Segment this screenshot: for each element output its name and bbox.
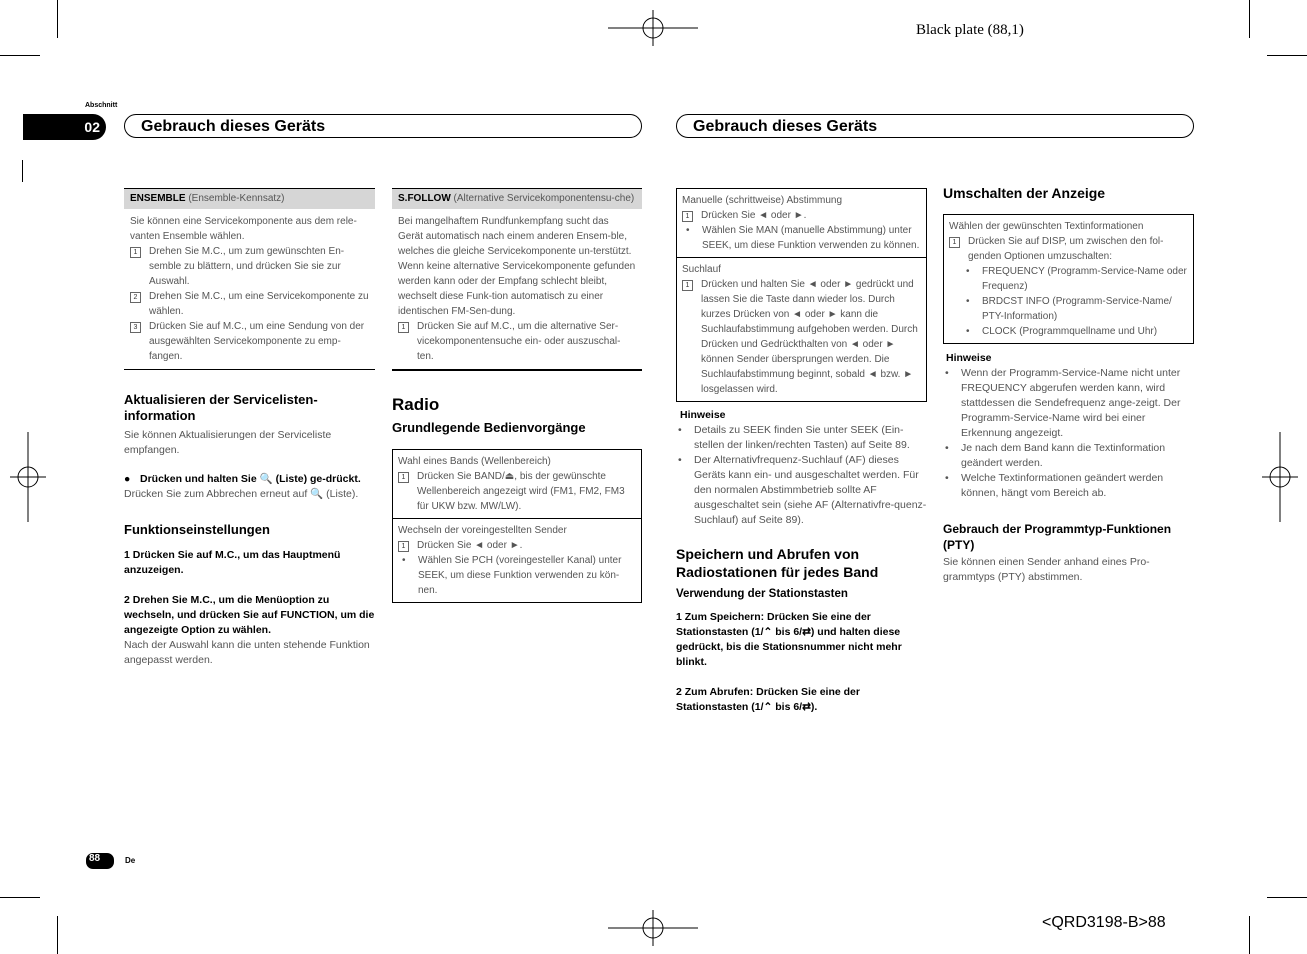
option-clock: CLOCK (Programmquellname und Uhr) — [982, 326, 1158, 337]
func-note: Nach der Auswahl kann die unten stehende Funktion angepasst werden. — [124, 639, 370, 666]
text-step: Drücken Sie auf DISP, um zwischen den fol-genden Optionen umzuschalten: — [968, 236, 1164, 262]
manual-bullet: Wählen Sie MAN (manuelle Abstimmung) unter SEEK, um diese Funktion verwenden zu können. — [702, 225, 920, 251]
basic-heading: Grundlegende Bedienvorgänge — [392, 420, 586, 435]
crop-mark — [1267, 897, 1307, 898]
sfollow-step: Drücken Sie auf M.C., um die alternative Ser-vicekomponentensuche ein- oder auszuschal-ten. — [417, 321, 621, 362]
func-heading: Funktionseinstellungen — [124, 522, 270, 537]
preset-step: Drücken Sie ◄ oder ►. — [417, 540, 523, 551]
pty-heading: Gebrauch der Programmtyp-Funktionen (PTY) — [943, 522, 1172, 552]
basic-table: Wahl eines Bands (Wellenbereich) 1 Drücken Sie BAND/⏏, bis der gewünschte Wellenbereich angezeigt wird (FM1, FM2, FM3 für UKW bzw. MW/LW). Wechseln der voreingestellten Sender 1 Drücken Sie ◄ oder ►. • Wählen Sie PCH (voreingesteller Kanal) unter SEEK, um diese Funktion verwenden zu kön-nen. — [392, 449, 642, 603]
update-heading: Aktualisieren der Servicelisten-information — [124, 392, 318, 423]
radio-heading: Radio — [392, 395, 440, 414]
band-label: Wahl eines Bands (Wellenbereich) — [398, 456, 551, 467]
page-number: 88 — [89, 853, 101, 864]
func-step-1: 1 Drücken Sie auf M.C., um das Hauptmenü anzuzeigen. — [124, 549, 341, 576]
band-step: Drücken Sie BAND/⏏, bis der gewünschte Wellenbereich angezeigt wird (FM1, FM2, FM3 für UKW bzw. MW/LW). — [417, 471, 625, 512]
crop-mark — [57, 916, 58, 954]
option-frequency: FREQUENCY (Programm-Service-Name oder Frequenz) — [982, 266, 1187, 292]
registration-mark-icon — [608, 910, 698, 946]
preset-bullet: Wählen Sie PCH (voreingesteller Kanal) unter SEEK, um diese Funktion verwenden zu kön-nen. — [418, 555, 622, 596]
option-brdcst-info: BRDCST INFO (Programm-Service-Name/ PTY-Information) — [982, 296, 1172, 322]
notes-heading: Hinweise — [680, 409, 726, 421]
display-note-1: Wenn der Programm-Service-Name nicht unter FREQUENCY abgerufen werden kann, wird stattdessen die Sendefrequenz ange-zeigt. Der Programm-Service-Name wird bei einer Erkennung angezeigt. — [961, 367, 1181, 439]
section-number-badge — [23, 114, 106, 140]
store-heading: Speichern und Abrufen von Radiostationen für jedes Band — [676, 546, 879, 580]
crop-mark — [1249, 0, 1250, 38]
ensemble-step-1: Drehen Sie M.C., um zum gewünschten En-semble zu blättern, und drücken Sie sie zur Auswahl. — [149, 246, 345, 287]
seek-step: Drücken und halten Sie ◄ oder ► gedrückt und lassen Sie die Taste dann wieder los. Durch kurzes Drücken von ◄ oder ► kann die Suchlaufabstimmung aufgehoben werden. Durch Drücken und Gedrückthalten von ◄ oder ► können Sender übersprungen werden. Die Suchlaufabstimmung beginnt, sobald ◄ bzw. ► losgelassen wird. — [701, 279, 918, 395]
manual-label: Manuelle (schrittweise) Abstimmung — [682, 195, 843, 206]
manual-step: Drücken Sie ◄ oder ►. — [701, 210, 807, 221]
column-2 — [392, 188, 642, 603]
seek-label: Suchlauf — [682, 264, 721, 275]
note-2: Der Alternativfrequenz-Suchlauf (AF) dieses Geräts kann ein- und ausgeschaltet werden. Für den normalen Abstimmbetrieb sollte AF ausgeschaltet sein (siehe AF (Alternativfre-quenz-Suchlauf) auf Seite 89). — [694, 454, 927, 526]
sfollow-box: S.FOLLOW (Alternative Servicekomponentensu-che) Bei mangelhaftem Rundfunkempfang sucht das Gerät automatisch nach einem anderen Ensem-ble, welches die gleiche Servicekomponente un-terstützt. Wenn keine alternative Servicekomponente gefunden werden kann oder der Empfang schlecht bleibt, wechselt diese Funk-tion automatisch zu einer identischen FM-Sen-dung. 1 Drücken Sie auf M.C., um die alternative Ser-vicekomponentensuche ein- oder auszuschal-ten. — [392, 188, 642, 371]
text-label: Wählen der gewünschten Textinformationen — [949, 221, 1144, 232]
pty-text: Sie können einen Sender anhand eines Pro-grammtyps (PTY) abstimmen. — [943, 556, 1150, 583]
tuning-table: Manuelle (schrittweise) Abstimmung 1 Drücken Sie ◄ oder ►. • Wählen Sie MAN (manuelle Abstimmung) unter SEEK, um diese Funktion verwenden zu können. Suchlauf 1 Drücken und halten Sie ◄ oder ► gedrückt und lassen Sie die Taste dann wieder los. Durch kurzes Drücken von ◄ oder ► kann die Suchlaufabstimmung aufgehoben werden. Durch Drücken und Gedrückthalten von ◄ oder ► können Sender übersprungen werden. Die Suchlaufabstimmung beginnt, sobald ◄ bzw. ► losgelassen wird. — [676, 188, 927, 402]
crop-mark — [22, 160, 23, 182]
column-3: Manuelle (schrittweise) Abstimmung 1 Drücken Sie ◄ oder ►. • Wählen Sie MAN (manuelle Abstimmung) unter SEEK, um diese Funktion verwenden zu können. Suchlauf 1 Drücken und halten Sie ◄ oder ► gedrückt und lassen Sie die Taste dann wieder los. Durch kurzes Drücken von ◄ oder ► kann die Suchlaufabstimmung aufgehoben werden. Durch Drücken und Gedrückthalten von ◄ oder ► können Sender übersprungen werden. Die Suchlaufabstimmung beginnt, sobald ◄ bzw. ► losgelassen wird. Hinweise • Details zu SEEK finden Sie unter SEEK (Ein-stellen der linken/rechten Tasten) auf Seite 89. • Der Alternativfrequenz-Suchlauf (AF) dieses Geräts kann ein- und ausgeschaltet werden. Für den normalen Abstimmbetrieb sollte AF ausgeschaltet sein (siehe AF (Alternativfre-quenz-Suchlauf) auf Seite 89). Speichern und Abrufen von Radiostationen für jedes Band Verwendung der Stationstasten 1 Zum Speichern: Drücken Sie eine der Stationstasten (1/⌃ bis 6/⇄) und halten diese gedrückt, bis die Stationsnummer nicht mehr blinkt. 2 Zum Abrufen: Drücken Sie eine der Stationstasten (1/⌃ bis 6/⇄). — [676, 188, 927, 715]
column-1: ENSEMBLE (Ensemble-Kennsatz) Sie können eine Servicekomponente aus dem rele-vanten Ensemble wählen. 1 Drehen Sie M.C., um zum gewünschten En-semble zu blättern, und drücken Sie sie zur Auswahl. 2 Drehen Sie M.C., um eine Servicekomponente zu wählen. 3 Drücken Sie auf M.C., um eine Sendung von der ausgewählten Servicekomponente zu emp-fangen. Aktualisieren der Servicelisten-information Sie können Aktualisierungen der Serviceliste empfangen. ● Drücken und halten Sie 🔍 (Liste) ge-drückt. Drücken Sie zum Abbrechen erneut auf 🔍 (Liste). Funktionseinstellungen 1 Drücken Sie auf M.C., um das Hauptmenü anzuzeigen. 2 Drehen Sie M.C., um die Menüoption zu wechseln, und drücken Sie auf FUNCTION, um die angezeigte Option zu wählen. Nach der Auswahl kann die unten stehende Funktion angepasst werden. — [124, 188, 375, 668]
document-code: <QRD3198-B>88 — [1042, 914, 1166, 931]
crop-mark — [0, 897, 40, 898]
update-text: Sie können Aktualisierungen der Serviceliste empfangen. — [124, 429, 332, 456]
section-number: 02 — [84, 119, 100, 135]
crop-mark — [0, 55, 40, 56]
section-label: Abschnitt — [85, 102, 118, 109]
update-cancel: Drücken Sie zum Abbrechen erneut auf 🔍 (Liste). — [124, 488, 359, 500]
sfollow-text: Bei mangelhaftem Rundfunkempfang sucht das Gerät automatisch nach einem anderen Ensem-ble, welches die gleiche Servicekomponente un-terstützt. Wenn keine alternative Servicekomponente gefunden werden kann oder der Empfang schlecht bleibt, wechselt diese Funk-tion automatisch zu einer identischen FM-Sen-dung. — [398, 216, 636, 317]
crop-mark — [1249, 916, 1250, 954]
plate-label: Black plate (88,1) — [916, 22, 1024, 38]
registration-mark-icon — [10, 432, 46, 522]
display-table: Wählen der gewünschten Textinformationen 1 Drücken Sie auf DISP, um zwischen den fol-genden Optionen umzuschalten: • FREQUENCY (Programm-Service-Name oder Frequenz) • BRDCST INFO (Programm-Service-Name/ PTY-Information) • CLOCK (Programmquellname und Uhr) — [943, 214, 1194, 344]
ensemble-step-2: Drehen Sie M.C., um eine Servicekomponente zu wählen. — [149, 291, 369, 317]
page-title-right: Gebrauch dieses Geräts — [676, 114, 1194, 138]
func-step-2: 2 Drehen Sie M.C., um die Menüoption zu wechseln, und drücken Sie auf FUNCTION, um die angezeigte Option zu wählen. — [124, 594, 375, 636]
page-title-left: Gebrauch dieses Geräts — [124, 114, 642, 138]
crop-mark — [57, 0, 58, 38]
registration-mark-icon — [1262, 432, 1298, 522]
store-step-1: 1 Zum Speichern: Drücken Sie eine der Stationstasten (1/⌃ bis 6/⇄) und halten diese gedrückt, bis die Stationsnummer nicht mehr blinkt. — [676, 611, 902, 668]
sfollow-header: S.FOLLOW (Alternative Servicekomponentensu-che) — [392, 189, 642, 209]
crop-mark — [1267, 55, 1307, 56]
ensemble-intro: Sie können eine Servicekomponente aus dem rele-vanten Ensemble wählen. — [130, 216, 357, 242]
store-step-2: 2 Zum Abrufen: Drücken Sie eine der Stationstasten (1/⌃ bis 6/⇄). — [676, 686, 860, 713]
notes-heading-right: Hinweise — [946, 352, 992, 364]
preset-label: Wechseln der voreingestellten Sender — [398, 525, 567, 536]
display-note-2: Je nach dem Band kann die Textinformation geändert werden. — [961, 442, 1166, 469]
column-4: Umschalten der Anzeige Wählen der gewünschten Textinformationen 1 Drücken Sie auf DISP, um zwischen den fol-genden Optionen umzuschalten: • FREQUENCY (Programm-Service-Name oder Frequenz) • BRDCST INFO (Programm-Service-Name/ PTY-Information) • CLOCK (Programmquellname und Uhr) Hinweise • Wenn der Programm-Service-Name nicht unter FREQUENCY abgerufen werden kann, wird stattdessen die Sendefrequenz ange-zeigt. Der Programm-Service-Name wird bei einer Erkennung angezeigt. • Je nach dem Band kann die Textinformation geändert werden. • Welche Textinformationen geändert werden können, hängt vom Bereich ab. Gebrauch der Programmtyp-Funktionen (PTY) Sie können einen Sender anhand eines Pro-grammtyps (PTY) abstimmen. — [943, 185, 1194, 585]
language-label: De — [125, 856, 136, 865]
note-1: Details zu SEEK finden Sie unter SEEK (Ein-stellen der linken/rechten Tasten) auf Seite 89. — [694, 424, 910, 451]
display-note-3: Welche Textinformationen geändert werden können, hängt vom Bereich ab. — [961, 472, 1164, 499]
display-heading: Umschalten der Anzeige — [943, 185, 1106, 201]
ensemble-box: ENSEMBLE (Ensemble-Kennsatz) Sie können eine Servicekomponente aus dem rele-vanten Ensemble wählen. 1 Drehen Sie M.C., um zum gewünschten En-semble zu blättern, und drücken Sie sie zur Auswahl. 2 Drehen Sie M.C., um eine Servicekomponente zu wählen. 3 Drücken Sie auf M.C., um eine Sendung von der ausgewählten Servicekomponente zu emp-fangen. — [124, 188, 375, 370]
update-bullet: Drücken und halten Sie 🔍 (Liste) ge-drückt. — [140, 473, 361, 485]
ensemble-step-3: Drücken Sie auf M.C., um eine Sendung von der ausgewählten Servicekomponente zu emp-fangen. — [149, 321, 365, 362]
ensemble-header: ENSEMBLE (Ensemble-Kennsatz) — [124, 189, 375, 209]
keys-heading: Verwendung der Stationstasten — [676, 588, 848, 600]
registration-mark-icon — [608, 10, 698, 46]
